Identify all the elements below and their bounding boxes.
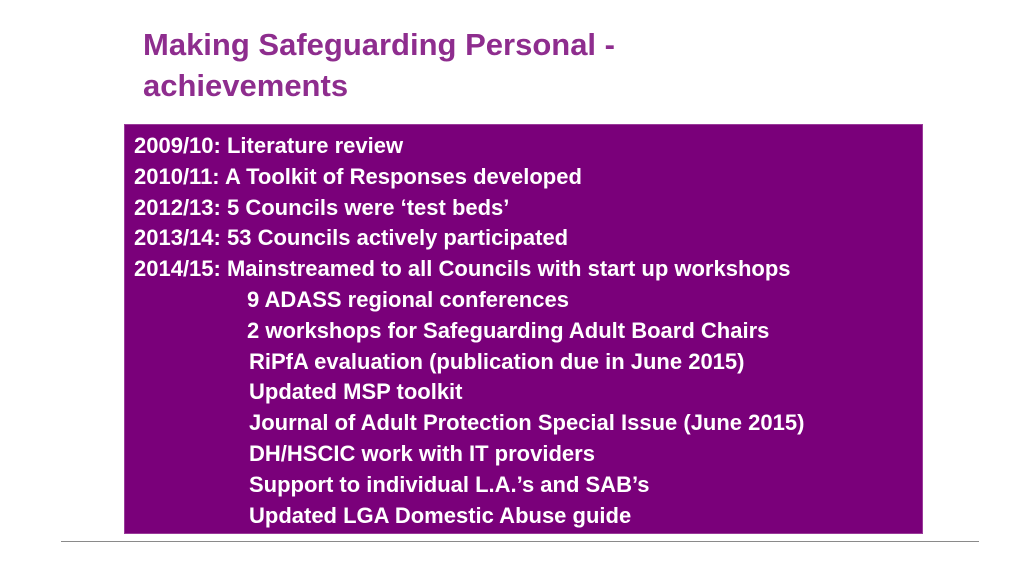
achievements-list — [134, 131, 804, 531]
achievement-text: Mainstreamed to all Councils with start up workshops — [226, 256, 791, 282]
slide-title-line-1: Making Safeguarding Personal - — [143, 27, 615, 62]
achievement-continuation: Support to individual L.A.’s and SAB’s — [249, 471, 650, 497]
achievement-line-2009 — [134, 131, 804, 162]
year-label: 2012/13: — [134, 194, 221, 220]
achievement-continuation: Updated MSP toolkit — [249, 379, 463, 405]
year-label: 2009/10: — [134, 133, 221, 158]
achievement-line-2014 — [134, 254, 804, 285]
footer-divider — [61, 541, 979, 542]
slide-title-line-2: achievements — [143, 68, 349, 103]
achievement-text: 53 Councils actively participated — [226, 225, 569, 251]
achievement-line-2010 — [134, 162, 804, 193]
year-label: 2013/14: — [134, 225, 221, 251]
achievement-line-2013 — [134, 223, 804, 254]
achievement-text: 5 Councils were ‘test beds’ — [226, 194, 510, 220]
achievement-text: A Toolkit of Responses developed — [224, 163, 582, 189]
year-label: 2010/11: — [134, 163, 220, 189]
year-label: 2014/15: — [134, 256, 221, 282]
achievement-text: Literature review — [226, 133, 404, 158]
achievement-continuation: RiPfA evaluation (publication due in June 2015) — [249, 348, 745, 374]
achievement-continuation: Journal of Adult Protection Special Issue (June 2015) — [249, 410, 805, 436]
achievement-continuation: 2 workshops for Safeguarding Adult Board Chairs — [247, 317, 770, 343]
achievement-continuation: DH/HSCIC work with IT providers — [249, 440, 595, 466]
achievements-box — [124, 124, 923, 534]
slide-title — [143, 24, 843, 106]
achievement-continuation: 9 ADASS regional conferences — [247, 286, 569, 312]
achievement-continuation: Updated LGA Domestic Abuse guide — [249, 502, 632, 528]
achievement-line-2012 — [134, 193, 804, 224]
